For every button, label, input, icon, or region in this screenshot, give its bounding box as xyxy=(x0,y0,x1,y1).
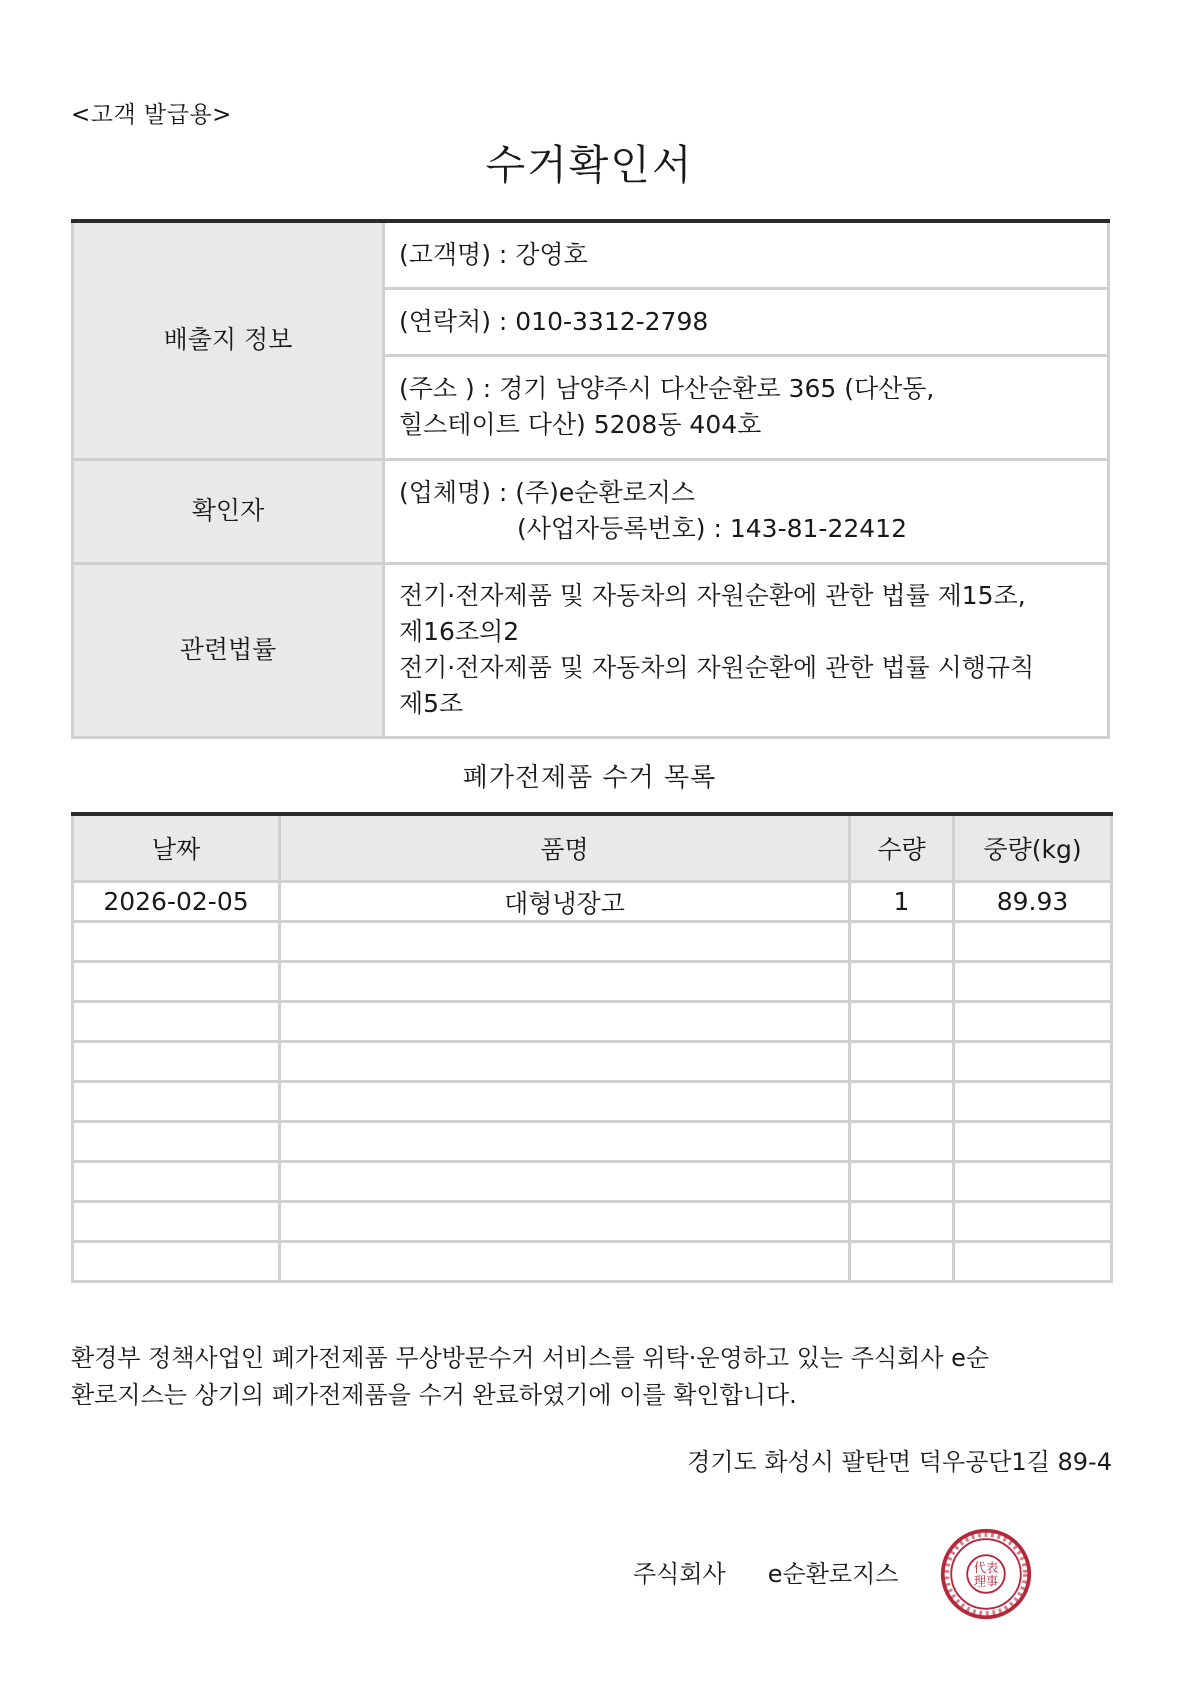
column-header-quantity: 수량 xyxy=(850,814,954,882)
cell-weight: 89.93 xyxy=(954,882,1112,922)
column-header-date: 날짜 xyxy=(73,814,280,882)
customer-address xyxy=(384,355,1109,459)
cell-item: 대형냉장고 xyxy=(280,882,850,922)
law-line-3: 전기·전자제품 및 자동차의 자원순환에 관한 법률 시행규칙 xyxy=(399,653,1035,682)
law-text xyxy=(384,563,1109,737)
table-row xyxy=(73,882,1112,922)
empty-row xyxy=(73,962,1112,1002)
statement-line-2: 환로지스는 상기의 폐가전제품을 수거 완료하였기에 이를 확인합니다. xyxy=(71,1381,797,1409)
info-table xyxy=(71,219,1110,739)
seal-text-top: 代表 xyxy=(973,1561,999,1576)
company-signature-name: e순환로지스 xyxy=(767,1560,899,1588)
empty-row xyxy=(73,1242,1112,1282)
company-seal-icon xyxy=(939,1527,1033,1621)
cell-quantity: 1 xyxy=(850,882,954,922)
document-title: 수거확인서 xyxy=(485,141,694,189)
cell-date: 2026-02-05 xyxy=(73,882,280,922)
address-line-1: (주소 ) : 경기 남양주시 다산순환로 365 (다산동, xyxy=(399,374,935,403)
law-label: 관련법률 xyxy=(73,563,384,737)
company-type: 주식회사 xyxy=(633,1560,726,1588)
law-line-4: 제5조 xyxy=(399,689,464,718)
customer-name: (고객명) : 강영호 xyxy=(384,221,1109,288)
empty-row xyxy=(73,1202,1112,1242)
empty-row xyxy=(73,1082,1112,1122)
business-number: (사업자등록번호) : 143-81-22412 xyxy=(517,514,907,543)
empty-row xyxy=(73,1162,1112,1202)
law-line-1: 전기·전자제품 및 자동차의 자원순환에 관한 법률 제15조, xyxy=(399,581,1026,610)
empty-row xyxy=(73,1042,1112,1082)
confirmer-label: 확인자 xyxy=(73,459,384,563)
company-name: (업체명) : (주)e순환로지스 xyxy=(399,478,696,507)
confirmation-statement xyxy=(71,1340,1116,1414)
empty-row xyxy=(73,1002,1112,1042)
empty-row xyxy=(73,1122,1112,1162)
company-address: 경기도 화성시 팔탄면 덕우공단1길 89-4 xyxy=(687,1448,1112,1476)
seal-text-bottom: 理事 xyxy=(973,1574,999,1589)
column-header-item: 품명 xyxy=(280,814,850,882)
column-header-weight: 중량(kg) xyxy=(954,814,1112,882)
statement-line-1: 환경부 정책사업인 폐가전제품 무상방문수거 서비스를 위탁·운영하고 있는 주식회사 e순 xyxy=(71,1344,990,1372)
confirmer-info xyxy=(384,459,1109,563)
law-line-2: 제16조의2 xyxy=(399,617,520,646)
copy-label: <고객 발급용> xyxy=(71,102,232,128)
items-table xyxy=(71,812,1113,1283)
customer-phone: (연락처) : 010-3312-2798 xyxy=(384,288,1109,355)
origin-label: 배출지 정보 xyxy=(73,221,384,459)
list-title: 폐가전제품 수거 목록 xyxy=(462,763,717,793)
address-line-2: 힐스테이트 다산) 5208동 404호 xyxy=(399,410,762,439)
company-signature xyxy=(633,1554,898,1589)
empty-row xyxy=(73,922,1112,962)
